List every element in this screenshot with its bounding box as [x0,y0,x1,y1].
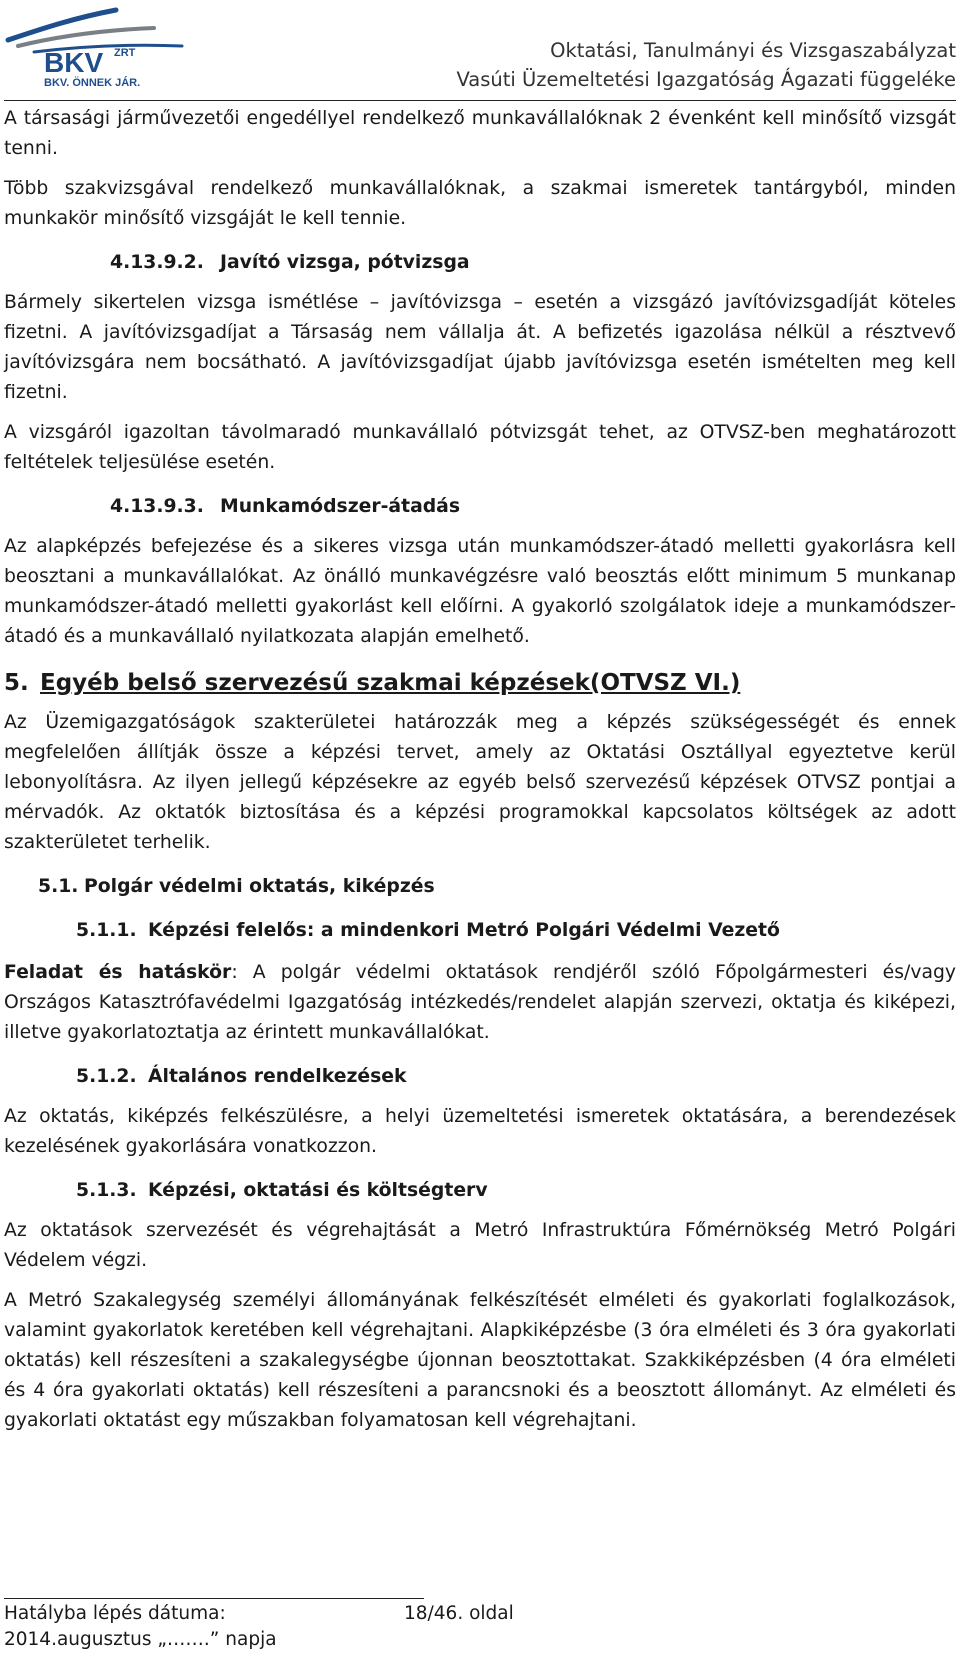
logo-text: BKV [44,47,104,78]
paragraph-5: Az alapképzés befejezése és a sikeres vizsga után munkamódszer-átadó melletti gyakorlásra kell beosztani a munkavállalókat. Az önálló munkavégzésre való beosztás előtt minimum 5 munkanap munkamódszer-átadó melletti gyakorlást kell előírni. A gyakorló szolgálatok ideje a munkamódszer-átadó és a munkavállaló nyilatkozata alapján emelhető. [4,536,956,647]
paragraph-3: Bármely sikertelen vizsga ismétlése – javítóvizsga – esetén a vizsgázó javítóvizsgadíját köteles fizetni. A javítóvizsgadíjat a Társaság nem vállalja át. A befizetés igazolása nélkül a résztvevő javítóvizsgára nem bocsátható. A javítóvizsgadíjat újabb javítóvizsga esetén ismételten meg kell fizetni. [4,292,956,403]
heading-number: 5. [4,670,29,696]
page-footer [4,1601,704,1653]
heading-title: Munkamódszer-átadás [220,496,461,517]
heading-number: 5.1.3. [76,1180,137,1201]
bkv-logo [4,6,189,88]
logo-superscript: ZRT [114,47,136,59]
heading-5-1 [4,872,956,902]
heading-5-1-2 [4,1062,956,1092]
paragraph-4: A vizsgáról igazoltan távolmaradó munkavállaló pótvizsgát tehet, az OTVSZ-ben meghatározott feltételek teljesülése esetén. [4,422,956,473]
heading-5 [4,666,956,700]
page-number: 18/46. oldal [404,1603,514,1624]
header-divider [4,100,956,101]
heading-title: Javító vizsga, pótvizsga [220,252,470,273]
effective-date-value: 2014.augusztus „…….” napja [4,1629,277,1650]
header-title-block [456,36,956,94]
heading-title: Képzési, oktatási és költségterv [148,1180,488,1201]
paragraph-2: Több szakvizsgával rendelkező munkavállalóknak, a szakmai ismeretek tantárgyból, minden munkakör minősítő vizsgáját le kell tennie. [4,178,956,229]
header-line-1: Oktatási, Tanulmányi és Vizsgaszabályzat [550,39,956,62]
heading-number: 5.1.1. [76,920,137,941]
heading-5-1-1 [4,916,956,946]
heading-title: Általános rendelkezések [148,1066,407,1087]
page-header [0,0,960,100]
heading-title: Képzési felelős: a mindenkori Metró Polgári Védelmi Vezető [148,920,780,941]
paragraph-10: A Metró Szakalegység személyi állományának felkészítését elméleti és gyakorlati foglalkozások, valamint gyakorlatok keretében kell végrehajtani. Alapkiképzésbe (3 óra elméleti és 3 óra gyakorlati oktatás) kell részesíteni a szakalegységbe újonnan beosztottakat. Szakkiképzésben (4 óra elméleti és 4 óra gyakorlati oktatás) kell részesíteni a parancsnoki és a beosztott állományt. Az elméleti és gyakorlati oktatást egy műszakban folyamatosan kell végrehajtani. [4,1290,956,1431]
paragraph-9: Az oktatások szervezését és végrehajtását a Metró Infrastruktúra Főmérnökség Metró Polgári Védelem végzi. [4,1220,956,1271]
task-text: : A polgár védelmi oktatások rendjéről szóló Főpolgármesteri és/vagy Országos Katasztrófavédelmi Igazgatóság intézkedés/rendelet alapján szervezi, oktatja és kiképezi, illetve gyakorlatoztatja az érintett munkavállalókat. [4,962,956,1043]
task-label: Feladat és hatáskör [4,962,232,983]
heading-title: Polgár védelmi oktatás, kiképzés [84,876,435,897]
heading-title: Egyéb belső szervezésű szakmai képzések(OTVSZ VI.) [40,670,741,696]
header-line-2: Vasúti Üzemeltetési Igazgatóság Ágazati függeléke [456,68,956,91]
bkv-logo-graphic [4,6,189,88]
heading-5-1-3 [4,1176,956,1206]
heading-number: 4.13.9.3. [110,496,204,517]
document-body [4,104,956,1436]
effective-date-label: Hatályba lépés dátuma: [4,1603,226,1624]
heading-number: 4.13.9.2. [110,252,204,273]
paragraph-8: Az oktatás, kiképzés felkészülésre, a helyi üzemeltetési ismeretek oktatására, a berendezések kezelésének gyakorlására vonatkozzon. [4,1106,956,1157]
logo-tagline: BKV. ÖNNEK JÁR. [44,77,141,88]
heading-4-13-9-3 [4,492,956,522]
paragraph-7 [4,958,956,1048]
paragraph-1: A társasági járművezetői engedéllyel rendelkező munkavállalóknak 2 évenként kell minősítő vizsgát tenni. [4,108,956,159]
heading-4-13-9-2 [4,248,956,278]
heading-number: 5.1.2. [76,1066,137,1087]
footer-divider [4,1598,424,1599]
heading-number: 5.1. [38,876,79,897]
paragraph-6: Az Üzemigazgatóságok szakterületei határozzák meg a képzés szükségességét és ennek megfelelően állítják össze a képzési tervet, amely az Oktatási Osztállyal egyeztetve kerül lebonyolításra. Az ilyen jellegű képzésekre az egyéb belső szervezésű képzések OTVSZ pontjai a mérvadók. Az oktatók biztosítása és a képzési programokkal kapcsolatos költségek az adott szakterületet terhelik. [4,712,956,853]
